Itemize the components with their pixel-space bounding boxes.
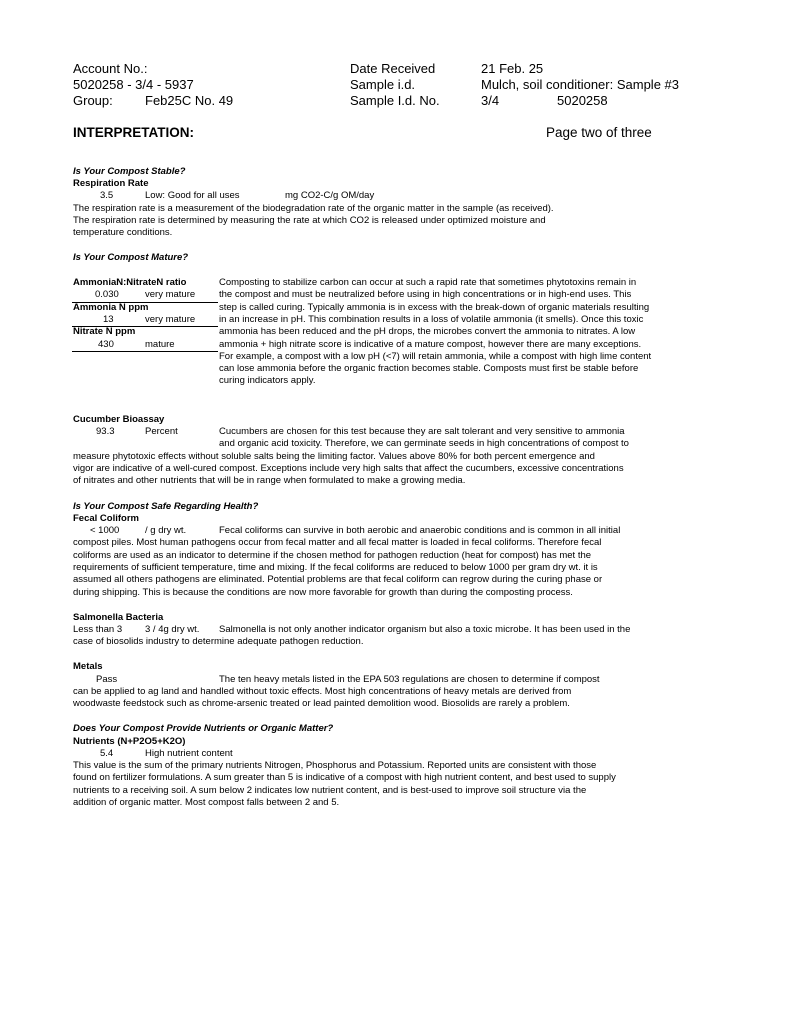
ammonia-label: Ammonia N ppm <box>73 302 149 313</box>
cucumber-title: Cucumber Bioassay <box>73 414 165 425</box>
date-received-label: Date Received <box>350 61 436 76</box>
nutrients-title: Nutrients (N+P2O5+K2O) <box>73 736 186 747</box>
mature-text-line: curing indicators apply. <box>219 375 316 386</box>
group-value: Feb25C No. 49 <box>145 93 234 108</box>
fecal-value: < 1000 <box>90 525 120 536</box>
cucumber-text-line: and organic acid toxicity. Therefore, we can germinate seeds in high concentrations of compost to <box>219 438 629 449</box>
cucumber-text-line: of nitrates and other nutrients that will be in range when formulated to make a growing media. <box>73 475 466 486</box>
nutrients-text-line: addition of organic matter. Most compost falls between 2 and 5. <box>73 797 340 808</box>
ammonia-value: 13 <box>103 314 114 325</box>
date-received-value: 21 Feb. 25 <box>481 61 544 76</box>
metals-value: Pass <box>96 674 118 685</box>
stable-question: Is Your Compost Stable? <box>73 166 186 177</box>
sample-id-no-code: 5020258 <box>557 93 608 108</box>
salmonella-value: Less than 3 <box>73 624 123 635</box>
fecal-text-line: coliforms are used as an indicator to determine if the chosen method for pathogen reduction (heat for compost) has met the <box>73 550 592 561</box>
stable-text-line: temperature conditions. <box>73 227 173 238</box>
account-label: Account No.: <box>73 61 148 76</box>
sample-id-no-value: 3/4 <box>481 93 500 108</box>
sample-id-value: Mulch, soil conditioner: Sample #3 <box>481 77 679 92</box>
nitrate-rating: mature <box>145 339 175 350</box>
sample-id-label: Sample i.d. <box>350 77 416 92</box>
stable-text-line: The respiration rate is determined by measuring the rate at which CO2 is released under optimized moisture and <box>73 215 546 226</box>
mature-question: Is Your Compost Mature? <box>73 252 189 263</box>
fecal-text-line: assumed all others pathogens are eliminated. Potential problems are that fecal coliform can regrow during the curing phase or <box>73 574 603 585</box>
group-label: Group: <box>73 93 113 108</box>
salmonella-unit: 3 / 4g dry wt. <box>145 624 200 635</box>
nutrients-text-line: This value is the sum of the primary nutrients Nitrogen, Phosphorus and Potassium. Reported units are consistent with those <box>73 760 597 771</box>
mature-text-line: can lose ammonia before the organic fraction becomes stable. Composts must first be stable before <box>219 363 639 374</box>
nitrate-value: 430 <box>98 339 114 350</box>
nutrients-question: Does Your Compost Provide Nutrients or Organic Matter? <box>73 723 334 734</box>
mature-text-line: step is called curing. Typically ammonia is in excess with the break-down of organic materials resulting <box>219 302 650 313</box>
salmonella-title: Salmonella Bacteria <box>73 612 164 623</box>
salmonella-text-line: Salmonella is not only another indicator organism but also a toxic microbe. It has been used in the <box>219 624 631 635</box>
ratio-rating: very mature <box>145 289 196 300</box>
metals-text-line: woodwaste feedstock such as chrome-arsenic treated or lead painted demolition wood. Biosolids are rarely a problem. <box>73 698 570 709</box>
ammonia-rating: very mature <box>145 314 196 325</box>
mature-text-line: ammonia + high nitrate score is indicative of a mature compost, however there are many exceptions. <box>219 339 642 350</box>
fecal-unit: / g dry wt. <box>145 525 187 536</box>
cucumber-text-line: measure phytotoxic effects without soluble salts being the limiting factor. Values above 80% for both percent emergence and <box>73 451 595 462</box>
fecal-title: Fecal Coliform <box>73 513 139 524</box>
metals-title: Metals <box>73 661 103 672</box>
nutrients-value: 5.4 <box>100 748 114 759</box>
salmonella-text-line: case of biosolids industry to determine adequate pathogen reduction. <box>73 636 364 647</box>
fecal-text-line: compost piles. Most human pathogens occur from fecal matter and all fecal matter is loaded in fecal coliforms. Therefore fecal <box>73 537 602 548</box>
nutrients-text-line: found on fertilizer formulations. A sum greater than 5 is indicative of a compost with high nutrient content, and best used to supply <box>73 772 616 783</box>
cucumber-value: 93.3 <box>96 426 115 437</box>
fecal-text-line: Fecal coliforms can survive in both aerobic and anaerobic conditions and is common in all initial <box>219 525 621 536</box>
mature-text-line: Composting to stabilize carbon can occur at such a rapid rate that sometimes phytotoxins remain in <box>219 277 637 288</box>
interpretation-heading: INTERPRETATION: <box>73 125 194 140</box>
mature-text-line: For example, a compost with a low pH (<7) will retain ammonia, while a compost with high lime content <box>219 351 652 362</box>
respiration-title: Respiration Rate <box>73 178 149 189</box>
account-value: 5020258 - 3/4 - 5937 <box>73 77 194 92</box>
cucumber-text-line: Cucumbers are chosen for this test because they are salt tolerant and very sensitive to ammonia <box>219 426 625 437</box>
mature-text-line: the compost and must be neutralized before using in high concentrations or in high-end uses. This <box>219 289 632 300</box>
ratio-value: 0.030 <box>95 289 119 300</box>
health-question: Is Your Compost Safe Regarding Health? <box>73 501 259 512</box>
metals-text-line: The ten heavy metals listed in the EPA 503 regulations are chosen to determine if compost <box>219 674 600 685</box>
mature-text-line: ammonia has been reduced and the pH drops, the microbes convert the ammonia to nitrates. A low <box>219 326 636 337</box>
nitrate-label: Nitrate N ppm <box>73 326 136 337</box>
ratio-label: AmmoniaN:NitrateN ratio <box>73 277 187 288</box>
page-indicator: Page two of three <box>546 125 652 140</box>
respiration-value: 3.5 <box>100 190 114 201</box>
cucumber-unit: Percent <box>145 426 178 437</box>
cucumber-text-line: vigor are indicative of a well-cured compost. Exceptions include very high salts that affect the cucumbers, excessive concentrations <box>73 463 624 474</box>
mature-text-line: in an increase in pH. This combination results in a loss of volatile ammonia (it smells). Once this toxic <box>219 314 644 325</box>
fecal-text-line: during shipping. This is because the conditions are now more favorable for growth than during the composting process. <box>73 587 573 598</box>
metals-text-line: can be applied to ag land and handled without toxic effects. Most high concentrations of heavy metals are derived from <box>73 686 572 697</box>
divider <box>72 351 218 352</box>
respiration-unit: mg CO2-C/g OM/day <box>285 190 375 201</box>
nutrients-rating: High nutrient content <box>145 748 233 759</box>
nutrients-text-line: nutrients to a receiving soil. A sum below 2 indicates low nutrient content, and is best-used to improve soil structure via the <box>73 785 587 796</box>
stable-text-line: The respiration rate is a measurement of the biodegradation rate of the organic matter in the sample (as received). <box>73 203 554 214</box>
fecal-text-line: requirements of sufficient temperature, time and mixing. If the fecal coliforms are reduced to below 1000 per gram dry wt. it is <box>73 562 598 573</box>
sample-id-no-label: Sample I.d. No. <box>350 93 440 108</box>
respiration-rating: Low: Good for all uses <box>145 190 240 201</box>
